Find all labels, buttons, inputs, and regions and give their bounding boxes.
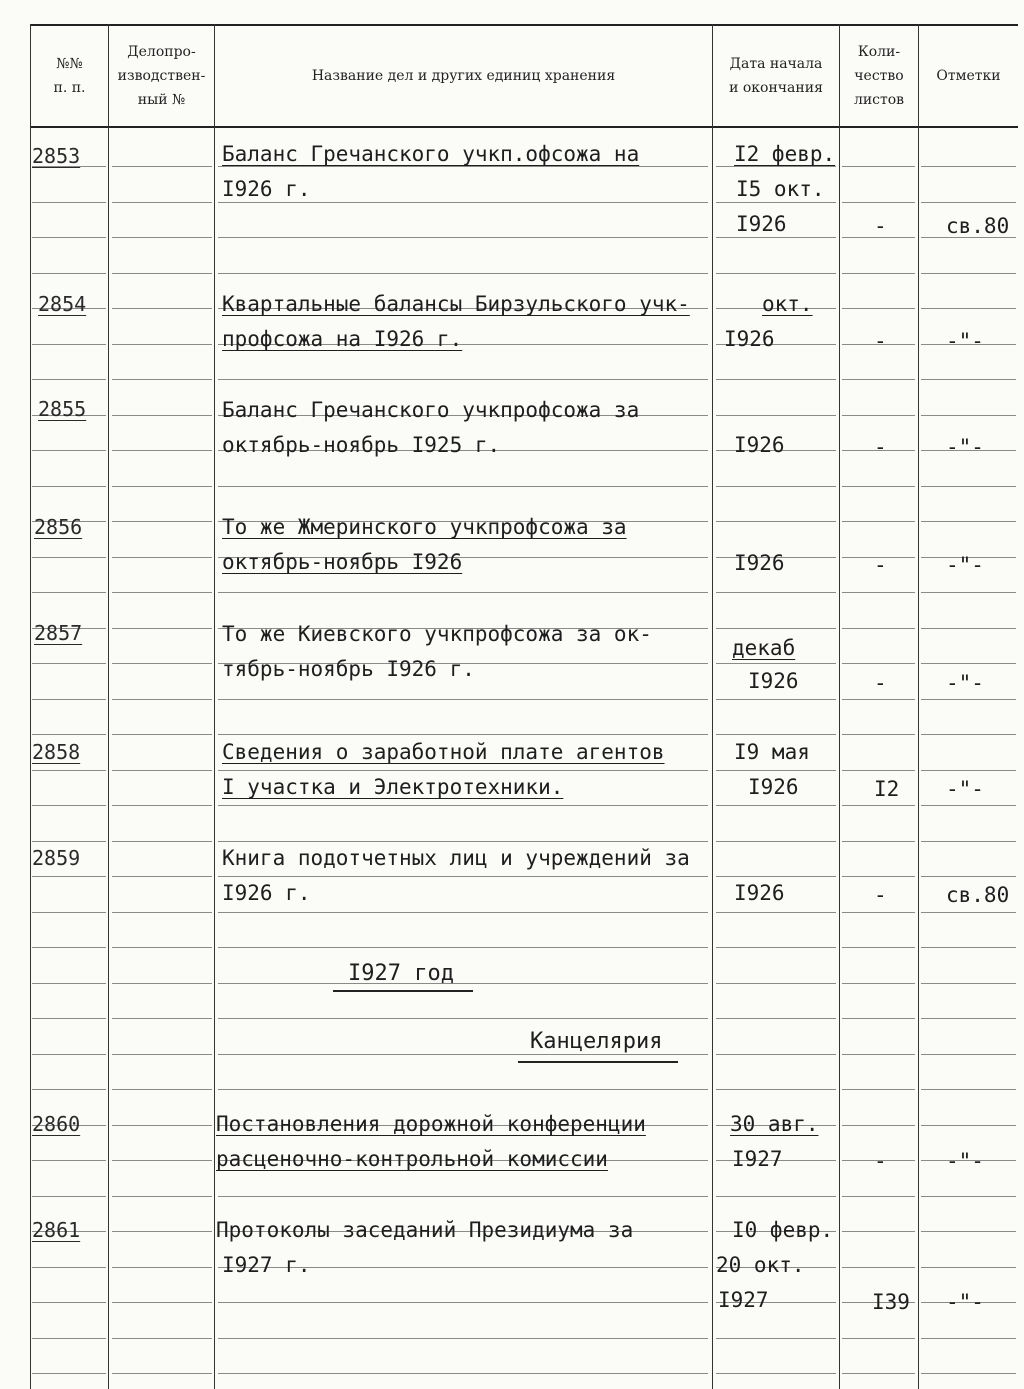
ruled-line (112, 1089, 212, 1090)
ruled-line (112, 947, 212, 948)
ruled-line (112, 1338, 212, 1339)
record-date: I926 (734, 433, 785, 457)
record-sheets: - (874, 883, 887, 907)
record-number: 2860 (32, 1112, 81, 1136)
ruled-line (218, 1302, 708, 1303)
record-title-line: расценочно-контрольной комиссии (216, 1147, 608, 1171)
record-number: 2856 (34, 515, 83, 539)
ruled-line (716, 699, 836, 700)
ruled-line (112, 1302, 212, 1303)
ruled-line (921, 663, 1016, 664)
header-num: №№ п. п. (53, 56, 86, 96)
ruled-line (112, 415, 212, 416)
ruled-line (716, 983, 836, 984)
record-date: I9 мая (734, 740, 810, 764)
ruled-line (842, 379, 915, 380)
column-border (918, 24, 919, 1389)
ruled-line (112, 628, 212, 629)
record-title-line: Протоколы заседаний Президиума за (216, 1218, 634, 1242)
ruled-line (218, 876, 708, 877)
record-notes: -"- (946, 553, 984, 577)
ruled-line (112, 663, 212, 664)
ruled-line (112, 770, 212, 771)
ruled-line (218, 1338, 708, 1339)
ruled-line (32, 1338, 106, 1339)
ruled-line (716, 521, 836, 522)
ruled-line (716, 734, 836, 735)
record-number: 2853 (32, 144, 81, 168)
ruled-line (218, 592, 708, 593)
record-date: окт. (762, 292, 813, 316)
ruled-line (112, 592, 212, 593)
ruled-line (32, 344, 106, 345)
record-number: 2859 (32, 846, 81, 870)
ruled-line (112, 557, 212, 558)
record-date: I2 февр. (734, 142, 836, 166)
record-title-line: I926 г. (222, 177, 311, 201)
ruled-line (112, 521, 212, 522)
ruled-line (716, 486, 836, 487)
ruled-line (716, 1373, 836, 1374)
record-title-line: Квартальные балансы Бирзульского учк- (222, 292, 690, 316)
ruled-line (716, 663, 836, 664)
ruled-line (32, 1089, 106, 1090)
ruled-line (716, 273, 836, 274)
ruled-line (716, 805, 836, 806)
ruled-line (842, 628, 915, 629)
ruled-line (921, 1089, 1016, 1090)
ruled-line (32, 912, 106, 913)
ruled-line (842, 1125, 915, 1126)
ruled-line (842, 699, 915, 700)
ruled-line (921, 1267, 1016, 1268)
ruled-line (112, 450, 212, 451)
record-date: I926 (734, 881, 785, 905)
ruled-line (921, 202, 1016, 203)
ruled-line (842, 805, 915, 806)
ruled-line (921, 1231, 1016, 1232)
ruled-line (112, 166, 212, 167)
ruled-line (218, 699, 708, 700)
ruled-line (921, 734, 1016, 735)
ruled-line (921, 912, 1016, 913)
ruled-line (32, 557, 106, 558)
ruled-line (112, 841, 212, 842)
ruled-line (921, 1054, 1016, 1055)
ruled-line (218, 379, 708, 380)
record-sheets: - (874, 671, 887, 695)
ruled-line (218, 1018, 708, 1019)
record-sheets: I2 (874, 777, 900, 801)
ruled-line (716, 770, 836, 771)
ruled-line (32, 1018, 106, 1019)
ruled-line (921, 1125, 1016, 1126)
ruled-line (842, 663, 915, 664)
ruled-line (842, 486, 915, 487)
record-sheets: - (874, 435, 887, 459)
ruled-line (716, 841, 836, 842)
ruled-line (842, 592, 915, 593)
record-title-line: То же Жмеринского учкпрофсожа за (222, 515, 627, 539)
header-sheets: Коли- чество листов (853, 44, 905, 108)
ruled-line (842, 770, 915, 771)
ruled-line (112, 1267, 212, 1268)
ruled-line (842, 876, 915, 877)
header-bottom-border (30, 126, 1018, 128)
ruled-line (218, 947, 708, 948)
record-date: I0 февр. (732, 1218, 834, 1242)
ruled-line (112, 1160, 212, 1161)
ruled-line (218, 1373, 708, 1374)
record-date: I926 (748, 775, 799, 799)
ruled-line (921, 983, 1016, 984)
year-heading: I927 год (348, 961, 454, 986)
ruled-line (218, 770, 708, 771)
ruled-line (842, 1018, 915, 1019)
ruled-line (112, 805, 212, 806)
ruled-line (112, 912, 212, 913)
ruled-line (921, 1018, 1016, 1019)
ruled-line (112, 202, 212, 203)
ruled-line (716, 1089, 836, 1090)
ruled-line (842, 1089, 915, 1090)
ruled-line (842, 1373, 915, 1374)
ruled-line (32, 876, 106, 877)
ruled-line (112, 1196, 212, 1197)
record-sheets: - (874, 329, 887, 353)
ruled-line (112, 308, 212, 309)
ruled-line (842, 1196, 915, 1197)
ruled-line (842, 841, 915, 842)
ruled-line (112, 1054, 212, 1055)
ruled-line (842, 983, 915, 984)
ruled-line (218, 983, 708, 984)
ruled-line (112, 486, 212, 487)
record-number: 2861 (32, 1218, 81, 1242)
ruled-line (32, 486, 106, 487)
ruled-line (842, 415, 915, 416)
column-border (214, 24, 215, 1389)
section-heading: Канцелярия (530, 1029, 663, 1054)
ruled-line (716, 912, 836, 913)
ruled-line (842, 1054, 915, 1055)
ruled-line (842, 1267, 915, 1268)
ruled-line (32, 983, 106, 984)
ruled-line (218, 841, 708, 842)
ruled-line (716, 592, 836, 593)
record-title-line: Баланс Гречанского учкп.офсожа на (222, 142, 640, 166)
record-title-line: Сведения о заработной плате агентов (222, 740, 665, 764)
record-date: 30 авг. (730, 1112, 819, 1136)
ruled-line (921, 521, 1016, 522)
ruled-line (921, 486, 1016, 487)
ruled-line (32, 1160, 106, 1161)
ruled-line (32, 699, 106, 700)
ruled-line (32, 237, 106, 238)
ruled-line (32, 1267, 106, 1268)
record-number: 2857 (34, 621, 83, 645)
ruled-line (112, 273, 212, 274)
record-date: I926 (734, 551, 785, 575)
ruled-line (921, 805, 1016, 806)
ruled-line (842, 166, 915, 167)
ruled-line (32, 1302, 106, 1303)
ruled-line (716, 1054, 836, 1055)
ruled-line (112, 876, 212, 877)
ruled-line (716, 628, 836, 629)
ruled-line (218, 805, 708, 806)
ruled-line (921, 1196, 1016, 1197)
record-sheets: - (874, 553, 887, 577)
record-number: 2854 (38, 292, 87, 316)
ruled-line (921, 876, 1016, 877)
record-title-line: Книга подотчетных лиц и учреждений за (222, 846, 690, 870)
ruled-line (218, 237, 708, 238)
record-number: 2855 (38, 397, 87, 421)
ruled-line (842, 1338, 915, 1339)
ruled-line (842, 912, 915, 913)
ruled-line (921, 166, 1016, 167)
record-date: I927 (732, 1147, 783, 1171)
ruled-line (842, 521, 915, 522)
record-date: декаб (732, 636, 796, 660)
column-border (30, 24, 31, 1389)
ruled-line (842, 947, 915, 948)
record-notes: св.80 (946, 214, 1010, 238)
ruled-line (842, 734, 915, 735)
record-title-line: I926 г. (222, 881, 311, 905)
section-heading-underline (518, 1061, 678, 1063)
ruled-line (32, 1196, 106, 1197)
ruled-line (112, 1231, 212, 1232)
ruled-line (32, 273, 106, 274)
ruled-line (716, 415, 836, 416)
ruled-line (218, 1196, 708, 1197)
ruled-line (112, 699, 212, 700)
ruled-line (921, 379, 1016, 380)
ruled-line (32, 1373, 106, 1374)
ruled-line (921, 308, 1016, 309)
record-title-line: тябрь-ноябрь I926 г. (222, 657, 475, 681)
ruled-line (716, 1196, 836, 1197)
record-title-line: профсожа на I926 г. (222, 327, 463, 351)
header-dates: Дата начала и окончания (729, 56, 823, 96)
ruled-line (921, 699, 1016, 700)
record-title-line: октябрь-ноябрь I926 (222, 550, 463, 574)
ruled-line (32, 663, 106, 664)
ruled-line (112, 1018, 212, 1019)
ruled-line (32, 1054, 106, 1055)
ruled-line (716, 947, 836, 948)
record-date: 20 окт. (716, 1253, 805, 1277)
record-sheets: I39 (872, 1290, 910, 1314)
ruled-line (32, 770, 106, 771)
ruled-line (218, 1089, 708, 1090)
ruled-line (842, 202, 915, 203)
ruled-line (32, 805, 106, 806)
ruled-line (842, 1231, 915, 1232)
record-notes: -"- (946, 777, 984, 801)
ruled-line (218, 912, 708, 913)
record-notes: -"- (946, 329, 984, 353)
ruled-line (218, 734, 708, 735)
ruled-line (112, 734, 212, 735)
ruled-line (921, 1373, 1016, 1374)
record-title-line: Баланс Гречанского учкпрофсожа за (222, 398, 640, 422)
record-notes: -"- (946, 1149, 984, 1173)
ruled-line (32, 841, 106, 842)
record-title-line: Постановления дорожной конференции (216, 1112, 646, 1136)
ruled-line (112, 344, 212, 345)
ruled-line (112, 1373, 212, 1374)
ruled-line (112, 983, 212, 984)
ruled-line (32, 379, 106, 380)
ruled-line (716, 876, 836, 877)
record-notes: -"- (946, 435, 984, 459)
column-border (712, 24, 713, 1389)
record-date: I926 (724, 327, 775, 351)
ruled-line (921, 273, 1016, 274)
ruled-line (921, 415, 1016, 416)
column-border (839, 24, 840, 1389)
ruled-line (716, 1018, 836, 1019)
ruled-line (921, 628, 1016, 629)
record-date: I5 окт. (736, 177, 825, 201)
record-title-line: I927 г. (222, 1253, 311, 1277)
ruled-line (921, 1338, 1016, 1339)
header-office-num: Делопро- изводствен- ный № (117, 44, 206, 108)
ruled-line (112, 1125, 212, 1126)
record-notes: -"- (946, 671, 984, 695)
year-heading-underline (333, 990, 473, 992)
record-number: 2858 (32, 740, 81, 764)
record-notes: -"- (946, 1290, 984, 1314)
record-title-line: То же Киевского учкпрофсожа за ок- (222, 622, 652, 646)
record-date: I927 (718, 1288, 769, 1312)
ruled-line (716, 379, 836, 380)
ruled-line (842, 273, 915, 274)
ruled-line (32, 734, 106, 735)
ruled-line (32, 450, 106, 451)
ruled-line (112, 237, 212, 238)
ruled-line (716, 1338, 836, 1339)
ruled-line (842, 308, 915, 309)
ruled-line (921, 592, 1016, 593)
ruled-line (112, 379, 212, 380)
ruled-line (218, 486, 708, 487)
ruled-line (32, 202, 106, 203)
record-date: I926 (736, 212, 787, 236)
ruled-line (32, 947, 106, 948)
record-notes: св.80 (946, 883, 1010, 907)
header-notes: Отметки (936, 68, 1001, 84)
record-title-line: октябрь-ноябрь I925 г. (222, 433, 501, 457)
ruled-line (921, 770, 1016, 771)
ruled-line (218, 273, 708, 274)
ruled-line (921, 841, 1016, 842)
record-sheets: - (874, 1149, 887, 1173)
header-title: Название дел и других единиц хранения (311, 68, 616, 84)
record-date: I926 (748, 669, 799, 693)
column-border (108, 24, 109, 1389)
ruled-line (921, 947, 1016, 948)
ruled-line (32, 592, 106, 593)
record-sheets: - (874, 214, 887, 238)
record-title-line: I участка и Электротехники. (222, 775, 564, 799)
